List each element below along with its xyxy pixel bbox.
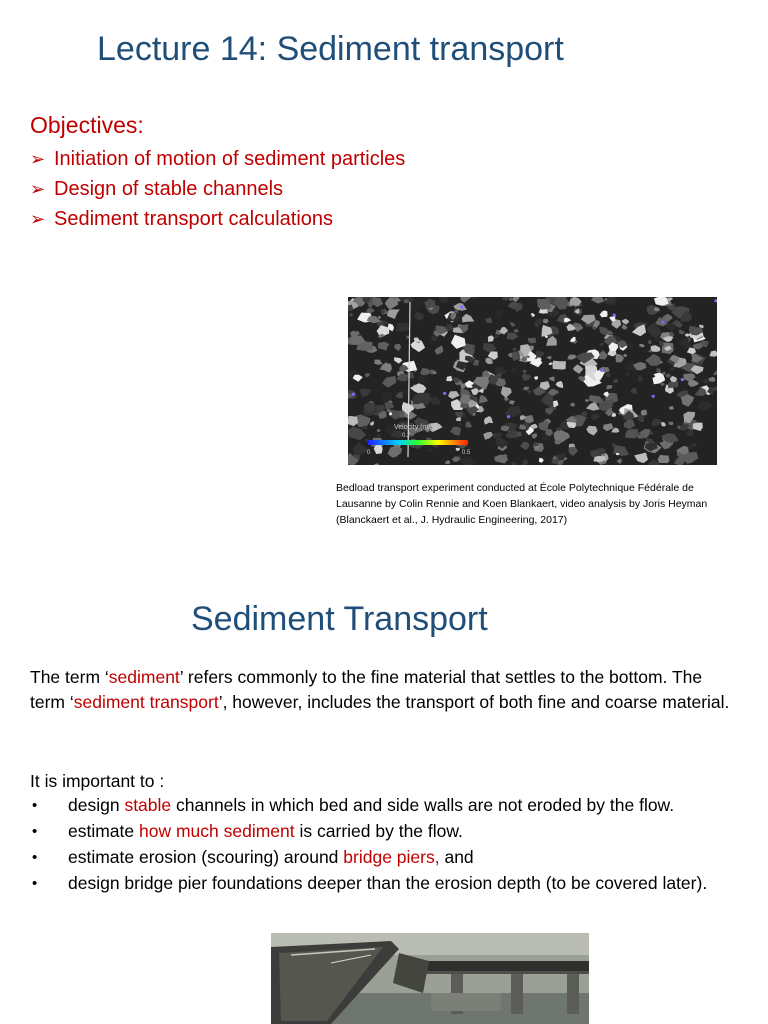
- tracked-particle: [600, 369, 603, 372]
- item-text: and: [439, 847, 474, 867]
- tracked-particle: [613, 314, 616, 317]
- definition-paragraph: [30, 665, 730, 715]
- gravel-stone: [625, 429, 638, 438]
- paragraph-text: ’ refers commonly to the fine material that settles to the bottom. The term ‘: [30, 667, 703, 712]
- tracked-particle: [352, 393, 355, 396]
- image-caption: [336, 480, 756, 528]
- objectives-list: [30, 144, 405, 234]
- velocity-scale-min: 0: [367, 450, 371, 456]
- paragraph-text: The term ‘: [30, 667, 109, 687]
- tracked-particle: [681, 378, 684, 381]
- objectives-heading: Objectives:: [30, 112, 144, 138]
- objective-text: Sediment transport calculations: [54, 208, 334, 230]
- item-highlight: how much sediment: [139, 821, 295, 841]
- bullet-dot-icon: •: [32, 823, 38, 840]
- tracked-particle: [652, 395, 655, 398]
- collapsed-bridge-image: [271, 933, 589, 1024]
- tracked-particle: [460, 305, 463, 308]
- gravel-bed-picture: [348, 297, 717, 465]
- item-highlight: bridge piers,: [343, 847, 440, 867]
- caption-line: Bedload transport experiment conducted at École Polytechnique Fédérale de: [336, 482, 694, 494]
- velocity-scale-mid: 0.2: [402, 433, 411, 439]
- highlight-sediment: sediment: [108, 667, 180, 687]
- bullet-dot-icon: •: [32, 849, 38, 866]
- arrow-bullet-icon: ➢: [30, 149, 46, 169]
- tracked-particle: [661, 321, 664, 324]
- arrow-bullet-icon: ➢: [30, 209, 46, 229]
- bridge-picture: [271, 933, 589, 1024]
- velocity-scale-max: 0.5: [462, 450, 471, 456]
- velocity-label: Velocity (m/s): [394, 424, 437, 431]
- item-text: is carried by the flow.: [294, 821, 463, 841]
- tracked-particle: [443, 392, 446, 395]
- bedload-experiment-image: [348, 297, 717, 465]
- item-text: design bridge pier foundations deeper than the erosion depth (to be covered later).: [68, 873, 708, 893]
- list-item: [30, 819, 730, 844]
- objective-text: Initiation of motion of sediment particles: [54, 148, 406, 170]
- tracked-particle: [507, 415, 510, 418]
- item-highlight: stable: [124, 795, 172, 815]
- item-text: estimate: [68, 821, 139, 841]
- caption-line: (Blanckaert et al., J. Hydraulic Engineering, 2017): [336, 514, 568, 526]
- objective-item: [30, 144, 405, 174]
- importance-intro: It is important to :: [30, 771, 165, 791]
- section-title: Sediment Transport: [191, 600, 488, 638]
- bullet-dot-icon: •: [32, 875, 38, 892]
- gravel-stone: [552, 361, 566, 370]
- item-text: channels in which bed and side walls are not eroded by the flow.: [171, 795, 675, 815]
- highlight-sediment-transport: sediment transport: [73, 692, 219, 712]
- lecture-title: Lecture 14: Sediment transport: [97, 30, 564, 68]
- objective-item: [30, 204, 405, 234]
- arrow-bullet-icon: ➢: [30, 179, 46, 199]
- bullet-dot-icon: •: [32, 797, 38, 814]
- paragraph-text: ’, however, includes the transport of both fine and coarse material.: [218, 692, 730, 712]
- list-item: [30, 871, 730, 896]
- list-item: [30, 793, 730, 818]
- objective-text: Design of stable channels: [54, 178, 284, 200]
- list-item: [30, 845, 730, 870]
- caption-line: Lausanne by Colin Rennie and Koen Blankaert, video analysis by Joris Heyman: [336, 498, 708, 510]
- item-text: estimate erosion (scouring) around: [68, 847, 344, 867]
- importance-list: [30, 793, 730, 897]
- velocity-colorbar: [368, 440, 468, 445]
- objective-item: [30, 174, 405, 204]
- item-text: design: [68, 795, 125, 815]
